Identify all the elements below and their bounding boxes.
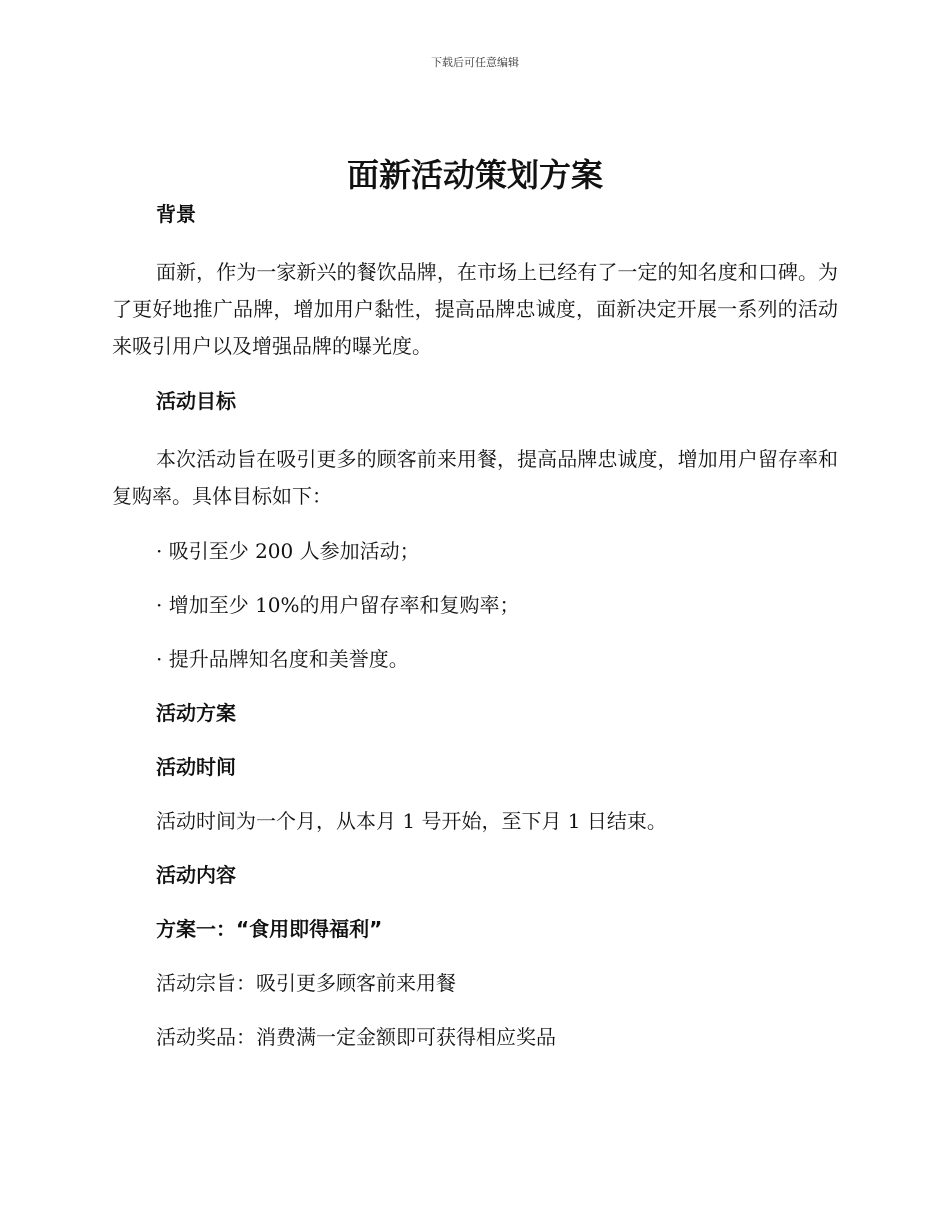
- page-title: 面新活动策划方案: [346, 156, 603, 194]
- header-note: 下载后可任意编辑: [431, 56, 519, 69]
- paragraph-option1-purpose: 活动宗旨：吸引更多顾客前来用餐: [156, 971, 456, 995]
- list-item-goal-3: · 提升品牌知名度和美誉度。: [156, 647, 409, 671]
- paragraph-background: 面新，作为一家新兴的餐饮品牌，在市场上已经有了一定的知名度和口碑。为了更好地推广品牌，增加用户黏性，提高品牌忠诚度，面新决定开展一系列的活动来吸引用户以及增强品牌的曝光度。: [112, 260, 838, 358]
- heading-option1: 方案一：“食用即得福利”: [156, 917, 383, 941]
- paragraph-time: 活动时间为一个月，从本月 1 号开始，至下月 1 日结束。: [156, 809, 667, 833]
- heading-goal: 活动目标: [156, 389, 236, 413]
- heading-time: 活动时间: [156, 755, 236, 779]
- document-body: [112, 200, 838, 1051]
- heading-plan: 活动方案: [156, 701, 236, 725]
- paragraph-option1-prize: 活动奖品：消费满一定金额即可获得相应奖品: [156, 1025, 556, 1049]
- paragraph-goal: 本次活动旨在吸引更多的顾客前来用餐，提高品牌忠诚度，增加用户留存率和复购率。具体目标如下：: [112, 447, 838, 508]
- heading-content: 活动内容: [156, 863, 236, 887]
- heading-background: 背景: [156, 202, 196, 226]
- list-item-goal-2: · 增加至少 10%的用户留存率和复购率；: [156, 593, 520, 617]
- list-item-goal-1: · 吸引至少 200 人参加活动；: [156, 539, 420, 563]
